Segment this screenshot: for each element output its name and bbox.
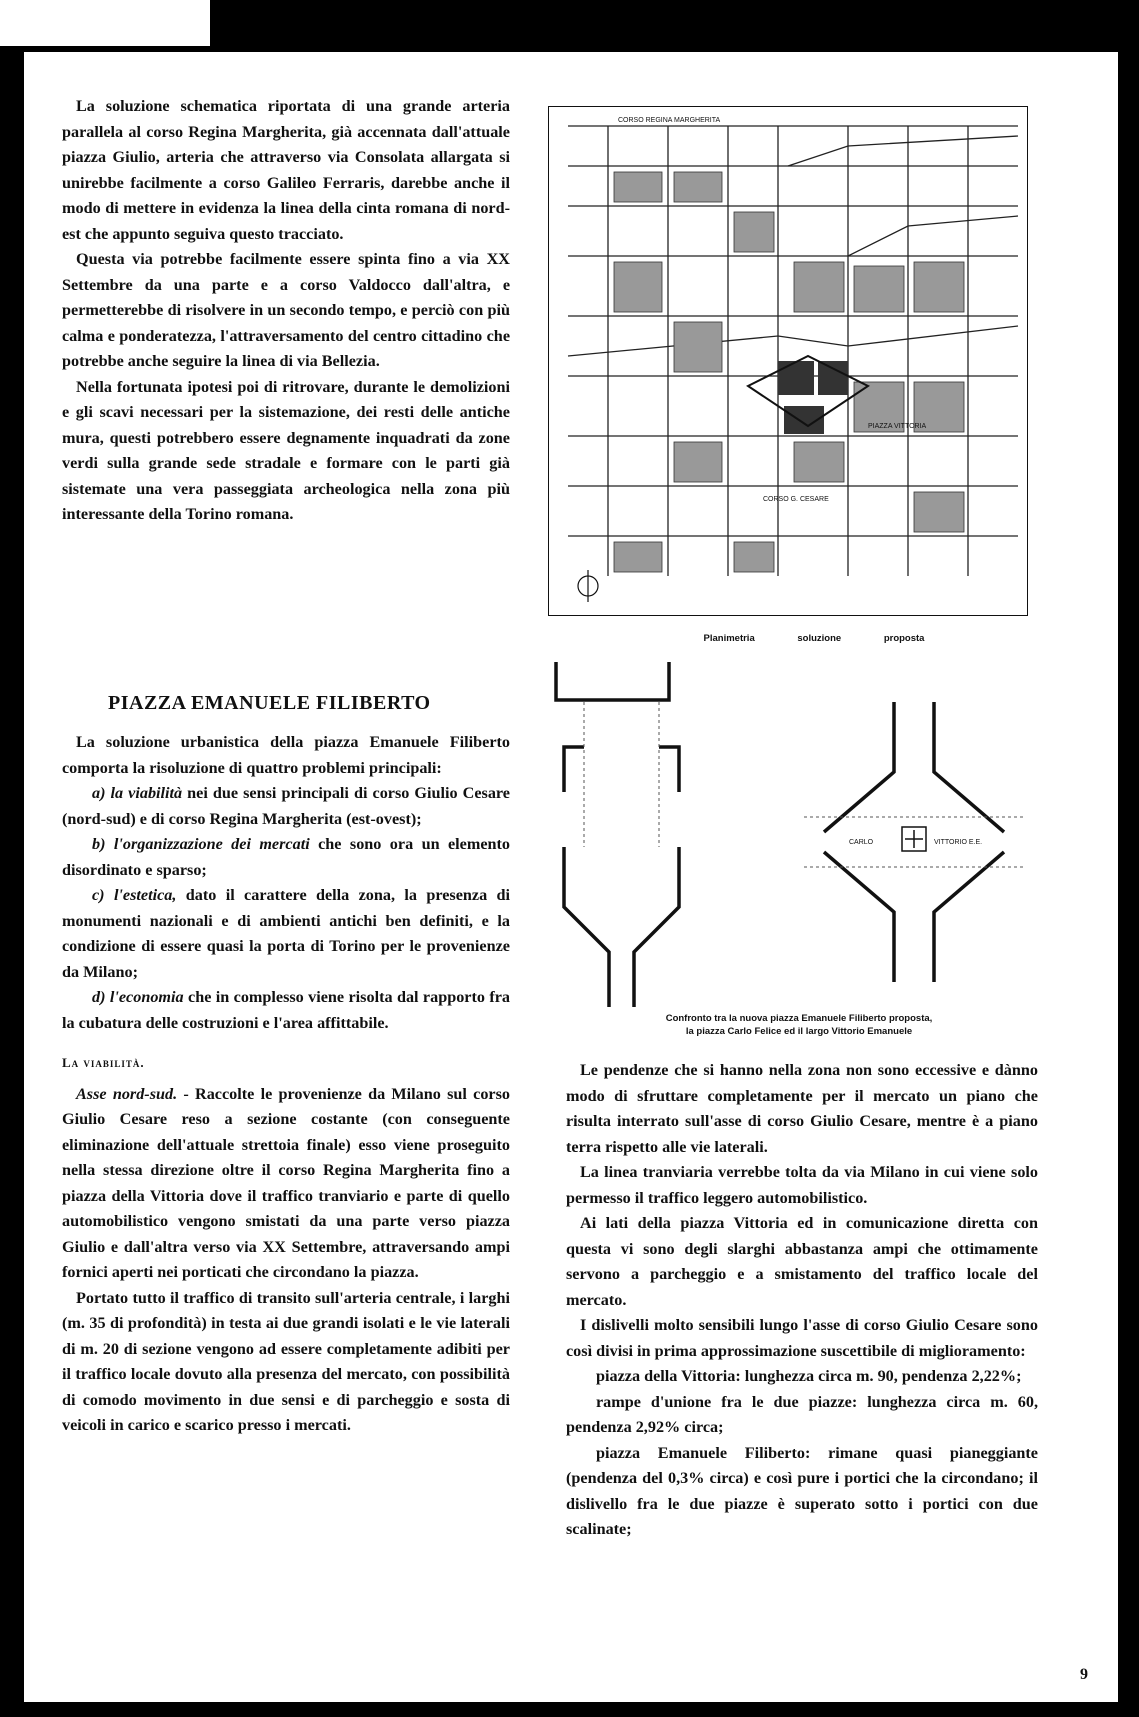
item-term: l'organizzazione dei mercati	[113, 835, 310, 853]
list-item: piazza della Vittoria: lunghezza circa m. 90, pendenza 2,22%;	[596, 1367, 1022, 1385]
paragraph: Portato tutto il traffico di transito sull'arteria centrale, i larghi (m. 35 di profondità) in testa ai due grandi isolati e le vie laterali di m. 20 di sezione vengono ad essere completamente adibiti per il traffico locale dovuto alla presenza del mercato, con possibilità di comodo movimento in due sensi e di parcheggio e sosta di veicoli in carico e scarico presso i mercati.	[62, 1288, 510, 1434]
list-item	[62, 832, 510, 883]
square-label: CARLO	[849, 839, 874, 846]
item-label: d)	[92, 988, 106, 1006]
street-label: CORSO REGINA MARGHERITA	[618, 117, 721, 124]
item-term: l'economia	[109, 988, 184, 1006]
item-label: a)	[92, 784, 106, 802]
street-label: CORSO G. CESARE	[763, 496, 829, 503]
paragraph: I dislivelli molto sensibili lungo l'asse di corso Giulio Cesare sono così divisi in prima approssimazione suscettibile di miglioramento:	[566, 1316, 1038, 1360]
paragraph: Ai lati della piazza Vittoria ed in comunicazione diretta con questa vi sono degli slarghi abbastanza ampi che ottimamente servono a parcheggio e a smistamento del traffico locale del mercato.	[566, 1214, 1038, 1309]
main-column	[62, 730, 510, 1439]
axis-text: - Raccolte le provenienze da Milano sul corso Giulio Cesare reso a sezione costante (con conseguente eliminazione dell'attuale strettoia finale) esso viene proseguito nella stessa direzione oltre il corso Regina Margherita fino a piazza della Vittoria dove il traffico tranviario e parte di quello automobilistico vengono smistati da una parte verso piazza Giulio e dall'altra verso via XX Settembre, attraversando ampi fornici aperti nei porticati che circondano la piazza.	[62, 1084, 511, 1281]
paragraph: Questa via potrebbe facilmente essere spinta fino a via XX Settembre da una parte e a corso Valdocco dall'altra, e permetterebbe di risolvere in un secondo tempo, e perciò con più calma e ponderatezza, l'attraversamento del centro cittadino che potrebbe anche seguire la linea di via Bellezia.	[62, 250, 510, 370]
list-item	[62, 883, 510, 985]
list-item: rampe d'unione fra le due piazze: lunghezza circa m. 60, pendenza 2,92% circa;	[566, 1392, 1038, 1436]
paragraph	[62, 1082, 510, 1286]
page-number: 9	[1080, 1666, 1088, 1683]
right-column	[566, 1058, 1038, 1543]
axis-term: Asse nord-sud.	[76, 1084, 178, 1103]
caption-map: Planimetria soluzione proposta	[703, 633, 925, 644]
caption-line: la piazza Carlo Felice ed il largo Vittorio Emanuele	[685, 1026, 913, 1037]
item-term: l'estetica,	[113, 886, 177, 904]
page	[24, 52, 1118, 1702]
caption-line: Confronto tra la nuova piazza Emanuele Filiberto proposta,	[665, 1013, 933, 1024]
item-text: che in complesso viene risolta dal rapporto fra la cubatura delle costruzioni e l'area affittabile.	[62, 988, 511, 1032]
list-item	[62, 985, 510, 1036]
paragraph: La linea tranviaria verrebbe tolta da via Milano in cui viene solo permesso il traffico leggero automobilistico.	[566, 1163, 1038, 1207]
item-label: b)	[92, 835, 106, 853]
section-title: PIAZZA EMANUELE FILIBERTO	[108, 692, 431, 714]
street-label: PIAZZA VITTORIA	[868, 423, 927, 430]
item-text: nei due sensi principali di corso Giulio Cesare (nord-sud) e di corso Regina Margherita (est-ovest);	[62, 784, 510, 828]
square-label: VITTORIO E.E.	[934, 839, 983, 846]
list-item: piazza Emanuele Filiberto: rimane quasi pianeggiante (pendenza del 0,3% circa) e così pure i portici che la circondano; il dislivello fra le due piazze è superato sotto i portici con due scalinate;	[566, 1443, 1038, 1538]
paragraph: Le pendenze che si hanno nella zona non sono eccessive e dànno modo di sfruttare completamente per il mercato un piano che risulta interrato sull'asse di corso Giulio Cesare, mentre è a piano terra rispetto alle vie laterali.	[566, 1061, 1038, 1156]
scan-corner	[0, 0, 210, 46]
paragraph: Nella fortunata ipotesi poi di ritrovare, durante le demolizioni e gli scavi necessari per la sistemazione, dei resti delle antiche mura, questi potrebbero essere degnamente inquadrati da zone verdi sulla grande sede stradale e formare con le parti già sistemate una vera passeggiata archeologica nella zona più interessante della Torino romana.	[62, 377, 510, 523]
comparison-figure	[554, 662, 1044, 1007]
site-plan-figure	[548, 106, 1028, 616]
caption-compare	[564, 1012, 1034, 1038]
item-label: c)	[92, 886, 105, 904]
item-text: che sono ora un elemento disordinato e sparso;	[62, 835, 511, 879]
item-text: dato il carattere della zona, la presenza di monumenti nazionali e di ambienti antichi ben definiti, e la condizione di essere quasi la porta di Torino per le provenienze da Milano;	[62, 886, 511, 981]
list-item	[62, 781, 510, 832]
paragraph: La soluzione urbanistica della piazza Emanuele Filiberto comporta la risoluzione di quattro problemi principali:	[62, 733, 510, 777]
item-term: la viabilità	[110, 784, 183, 802]
paragraph: La soluzione schematica riportata di una grande arteria parallela al corso Regina Margherita, già accennata dall'attuale piazza Giulio, arteria che attraverso via Consolata allargata si unirebbe facilmente a corso Galileo Ferraris, darebbe anche il modo di mettere in evidenza la linea della cinta romana di nord-est che appunto seguiva questo tracciato.	[62, 97, 510, 243]
subheading: La viabilità.	[62, 1055, 145, 1070]
intro-column	[62, 94, 510, 528]
